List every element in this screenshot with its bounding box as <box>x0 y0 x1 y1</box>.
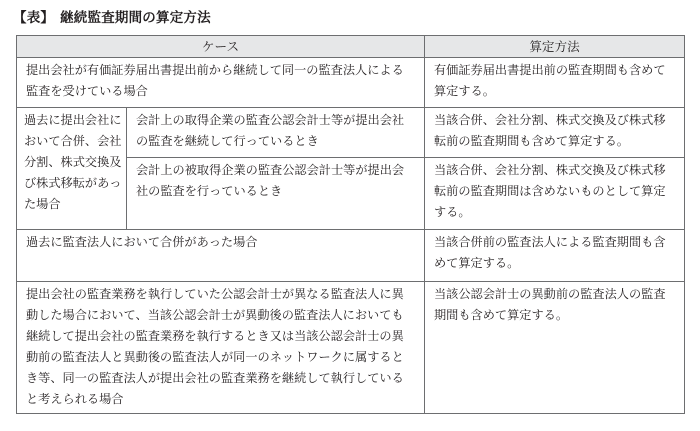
method-cell: 当該合併前の監査法人による監査期間も含めて算定する。 <box>425 230 685 282</box>
case-cell: 提出会社の監査業務を執行していた公認会計士が異なる監査法人に異動した場合において、当該公認会計士が異動後の監査法人においても継続して提出会社の監査業務を執行するとき又は当該公認会計士の異動前の監査法人と異動後の監査法人が同一のネットワークに属するとき等、同一の監査法人が提出会社の監査業務を継続して執行していると考えられる場合 <box>17 282 425 414</box>
header-method: 算定方法 <box>425 36 685 58</box>
title-text: 継続監査期間の算定方法 <box>60 10 211 26</box>
title-bracket: 【表】 <box>13 10 55 26</box>
audit-period-table <box>16 35 685 414</box>
group-label-cell: 過去に提出会社において合併、会社分割、株式交換及び株式移転があった場合 <box>17 108 127 230</box>
case-cell: 提出会社が有価証券届出書提出前から継続して同一の監査法人による監査を受けている場合 <box>17 58 425 108</box>
table-row <box>17 108 685 158</box>
method-cell: 当該合併、会社分割、株式交換及び株式移転前の監査期間は含めないものとして算定する。 <box>425 158 685 230</box>
table-row <box>17 58 685 108</box>
method-cell: 当該公認会計士の異動前の監査法人の監査期間も含めて算定する。 <box>425 282 685 414</box>
table-row <box>17 230 685 282</box>
method-cell: 有価証券届出書提出前の監査期間も含めて算定する。 <box>425 58 685 108</box>
case-cell: 会計上の被取得企業の監査公認会計士等が提出会社の監査を行っているとき <box>127 158 425 230</box>
method-cell: 当該合併、会社分割、株式交換及び株式移転前の監査期間も含めて算定する。 <box>425 108 685 158</box>
table-row <box>17 282 685 414</box>
case-cell: 過去に監査法人において合併があった場合 <box>17 230 425 282</box>
page-title <box>13 6 211 26</box>
case-cell: 会計上の取得企業の監査公認会計士等が提出会社の監査を継続して行っているとき <box>127 108 425 158</box>
header-case: ケース <box>17 36 425 58</box>
table-header-row <box>17 36 685 58</box>
